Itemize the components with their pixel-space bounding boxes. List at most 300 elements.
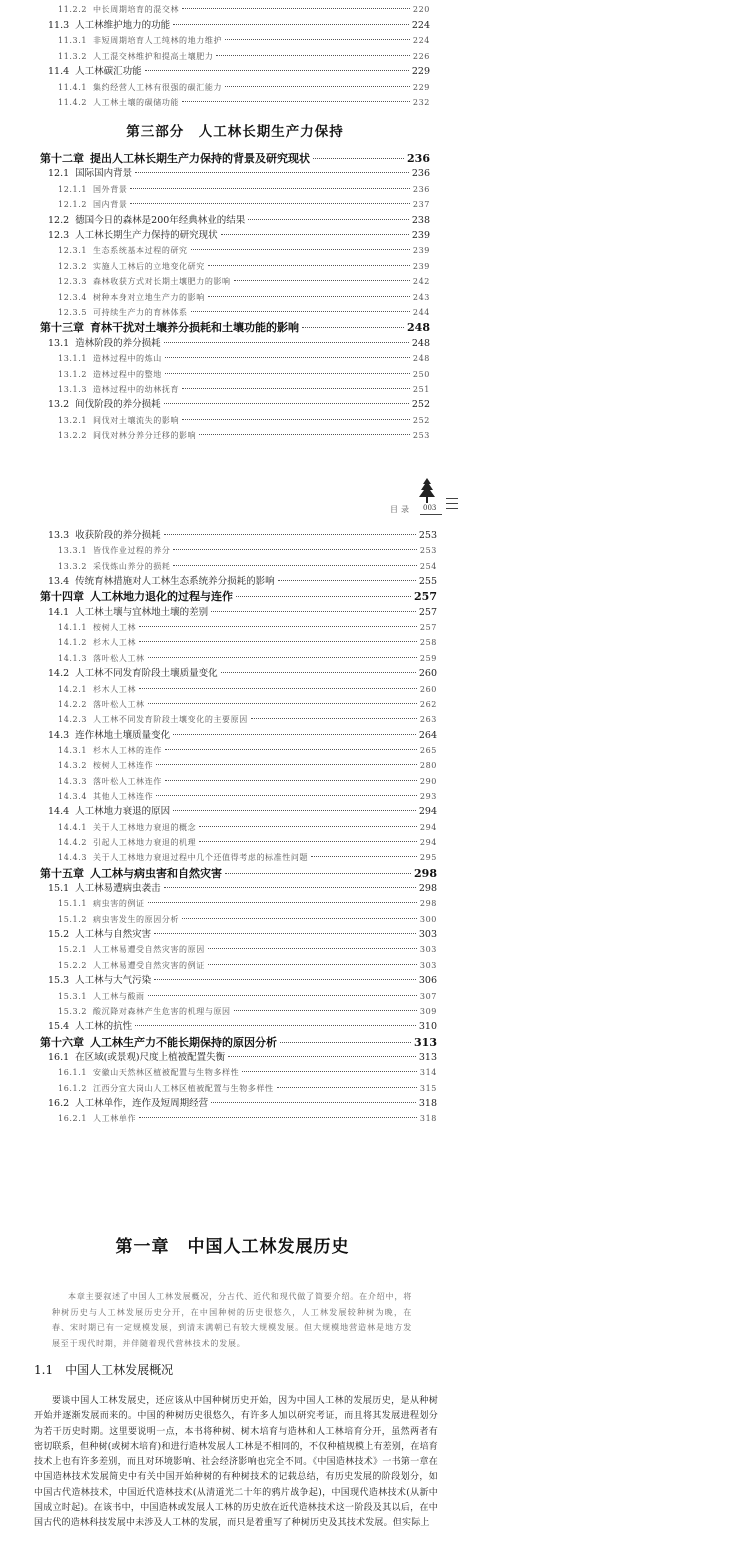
toc-entry-title: 国际国内背景 [75,168,133,180]
toc-leader-dots [156,764,417,765]
toc-entry-page: 298 [418,883,437,895]
toc-entry-title: 人工林与病虫害和自然灾害 [90,866,222,880]
toc-leader-dots [165,357,410,358]
toc-entry [58,49,430,64]
toc-entry-number: 14.3.3 [58,776,88,786]
toc-entry-page: 224 [412,36,430,45]
toc-entry-title: 人工林的抗性 [75,1021,133,1033]
toc-entry [58,305,430,320]
toc-entry-title: 杉木人工林 [93,684,137,694]
toc-entry [58,33,430,48]
toc-entry [48,213,430,228]
toc-entry-number: 14.1.2 [58,638,88,648]
toc-entry-title: 落叶松人工林 [93,653,145,663]
toc-entry-title: 人工林生产力不能长期保持的原因分析 [90,1035,277,1049]
toc-entry-title: 人工林碳汇功能 [75,66,142,77]
toc-entry-title: 采伐炼山养分的损耗 [93,561,171,571]
toc-leader-dots [164,534,416,535]
toc-leader-dots [139,688,417,689]
toc-entry-title: 皆伐作业过程的养分 [93,546,171,556]
toc-entry [58,95,430,110]
toc-leader-dots [216,55,409,56]
toc-entry-page: 239 [411,230,430,241]
toc-entry-number: 13.1.1 [58,354,88,364]
toc-entry [58,1004,437,1019]
toc-entry [58,559,437,574]
toc-leader-dots [251,718,417,719]
toc-leader-dots [313,158,404,159]
toc-entry-page: 229 [411,66,430,77]
toc-entry-title: 人工林易遭受自然灾害的原因 [93,945,205,955]
toc-leader-dots [139,1117,417,1118]
toc-entry [48,605,437,620]
toc-entry-number: 第十二章 [40,152,84,165]
toc-leader-dots [173,549,416,550]
toc-entry-number: 16.1 [48,1051,70,1063]
toc-entry-title: 桉树人工林 [93,623,137,633]
toc-entry-number: 14.3.2 [58,761,88,771]
toc-entry-page: 257 [419,623,437,633]
toc-leader-dots [278,580,416,581]
toc-leader-dots [148,703,417,704]
toc-leader-dots [236,596,411,597]
toc-entry [58,367,430,382]
toc-entry [48,1096,437,1111]
toc-entry-page: 257 [414,590,437,604]
toc-entry [58,635,437,650]
toc-entry-number: 11.2.2 [58,5,88,14]
toc-entry [58,290,430,305]
toc-entry-number: 13.2.2 [58,431,88,441]
toc-entry-page: 263 [419,715,437,725]
toc-entry-title: 安徽山天然林区植被配置与生物多样性 [93,1068,240,1078]
toc-leader-dots [165,780,417,781]
toc-entry-title: 人工林易遭受自然灾害的例证 [93,960,205,970]
toc-entry-page: 253 [412,431,430,441]
toc-entry-number: 13.1.2 [58,369,88,379]
toc-leader-dots [221,234,409,235]
toc-leader-dots [148,657,417,658]
toc-entry-page: 226 [412,51,430,61]
toc-entry-page: 243 [412,292,430,302]
toc-entry [48,927,437,942]
toc-entry-title: 人工林长期生产力保持的研究现状 [75,230,218,241]
toc-entry-page: 232 [412,98,430,107]
toc-entry-number: 12.3.3 [58,277,88,287]
toc-entry-title: 国外背景 [93,184,128,194]
toc-entry-title: 人工林不同发育阶段土壤质量变化 [75,668,218,680]
toc-entry-title: 人工林地力衰退的原因 [75,806,171,818]
toc-entry-number: 第十五章 [40,866,84,880]
toc-leader-dots [154,979,416,980]
toc-entry [48,336,430,351]
toc-leader-dots [191,311,410,312]
toc-entry-page: 260 [419,684,437,694]
toc-entry-number: 第十三章 [40,321,84,335]
toc-leader-dots [234,1010,417,1011]
toc-entry-page: 280 [419,761,437,771]
toc-entry-title: 实施人工林后的立地变化研究 [93,261,205,271]
toc-entry-page: 294 [419,822,437,832]
toc-entry-title: 树种本身对立地生产力的影响 [93,292,205,302]
toc-entry [58,958,437,973]
toc-leader-dots [225,873,411,874]
toc-entry-page: 248 [412,354,430,364]
toc-entry [58,413,430,428]
toc-entry-title: 其他人工林连作 [93,791,154,801]
toc-leader-dots [164,342,409,343]
toc-leader-dots [148,995,417,996]
toc-entry [58,712,437,727]
toc-entry-number: 14.2 [48,668,70,680]
toc-entry-title: 德国今日的森林是200年经典林业的结果 [75,214,246,226]
toc-entry-title: 人工林土壤与宜林地土壤的差别 [75,606,209,618]
toc-entry-number: 13.3.1 [58,546,88,556]
toc-entry-number: 14.4.3 [58,853,88,863]
toc-entry [48,228,430,243]
toc-entry-page: 244 [412,308,430,317]
toc-leader-dots [248,219,409,220]
toc-entry [48,397,430,412]
toc-leader-dots [211,1102,416,1103]
toc-entry-title: 生态系统基本过程的研究 [93,246,188,256]
toc-entry-page: 293 [419,791,437,801]
toc-entry-title: 病虫害发生的原因分析 [93,914,180,924]
toc-entry-page: 248 [411,337,430,349]
toc-entry-page: 251 [412,385,430,394]
toc-chapter-entry [40,1035,437,1050]
toc-page-1 [0,0,750,450]
toc-entry-title: 间伐对林分养分迁移的影响 [93,431,197,441]
toc-entry-page: 303 [419,960,437,970]
toc-entry-title: 育林干扰对土壤养分损耗和土壤功能的影响 [90,321,299,335]
toc-entry-number: 11.4.1 [58,82,88,92]
toc-entry-number: 16.1.1 [58,1068,88,1078]
toc-entry-number: 12.3.5 [58,308,88,317]
toc-entry-page: 242 [412,277,430,287]
toc-entry [58,989,437,1004]
toc-entry-number: 15.2.1 [58,945,88,955]
toc-entry [58,682,437,697]
toc-entry [58,758,437,773]
toc-entry [58,789,437,804]
toc-leader-dots [191,249,410,250]
toc-entry-page: 306 [418,975,437,987]
toc-entry-page: 298 [419,899,437,909]
footer-section-label: 目录 [390,505,412,514]
toc-entry-number: 16.2 [48,1097,70,1109]
toc-entry-page: 264 [418,729,437,741]
toc-entry [58,651,437,666]
toc-entry-number: 14.2.3 [58,715,88,725]
toc-leader-dots [182,388,410,389]
toc-entry-number: 15.3.1 [58,991,88,1001]
toc-chapter-entry [40,320,430,335]
toc-entry [48,973,437,988]
toc-entry [48,574,437,589]
toc-entry-page: 298 [414,866,437,880]
chapter-page [0,1140,750,1546]
toc-entry-page: 248 [407,321,430,335]
toc-leader-dots [199,826,417,827]
toc-entry [48,804,437,819]
toc-entry [58,896,437,911]
chapter-abstract: 本章主要叙述了中国人工林发展概况，分古代、近代和现代做了简要介绍。在介绍中，将种树历史与人工林发展历史分开，在中国种树的历史很悠久，人工林发展较种树为晚，在春、宋时期已有一定规模发展，到清末满朝已有较大规模发展。但大规模地营造林是地方发展至于现代时期，并伴随着现代营林技术的发展。 [52,1292,412,1348]
toc-entry-page: 307 [419,991,437,1001]
toc-leader-dots [221,672,416,673]
toc-entry-number: 14.3.4 [58,791,88,801]
toc-entry-number: 14.1.1 [58,623,88,633]
toc-entry [58,942,437,957]
toc-entry-page: 250 [412,369,430,379]
toc-entry [58,382,430,397]
toc-entry [48,728,437,743]
toc-entry-number: 12.1 [48,168,70,180]
toc-entry-title: 造林过程中的幼林抚育 [93,385,180,394]
toc-entry-page: 294 [419,838,437,847]
toc-entry-page: 257 [418,606,437,618]
toc-leader-dots [130,188,409,189]
toc-entry-title: 间伐阶段的养分损耗 [75,399,161,411]
toc-entry [58,80,430,95]
toc-entry-number: 11.3.2 [58,51,88,61]
toc-entry-number: 12.3 [48,230,70,241]
toc-entry [48,1050,437,1065]
toc-entry-number: 11.3 [48,19,70,31]
toc-entry-page: 294 [418,806,437,818]
toc-entry-number: 14.1 [48,606,70,618]
toc-entry-title: 人工林维护地力的功能 [75,19,171,31]
toc-entry-number: 14.2.1 [58,684,88,694]
toc-leader-dots [242,1071,417,1072]
toc-leader-dots [173,24,409,25]
toc-leader-dots [228,1056,416,1057]
toc-entry [58,1081,437,1096]
toc-entry-number: 16.2.1 [58,1114,88,1124]
toc-entry-title: 人工林土壤的碳储功能 [93,98,180,107]
toc-entry [58,774,437,789]
toc-entry-title: 集约经营人工林有很强的碳汇能力 [93,82,223,92]
toc-entry-number: 14.3 [48,729,70,741]
toc-entry-number: 13.3.2 [58,561,88,571]
toc-entry-title: 在区域(或景观)尺度上植被配置失衡 [75,1051,226,1063]
toc-entry-title: 收获阶段的养分损耗 [75,530,161,541]
toc-entry [48,166,430,181]
toc-entry-title: 酸沉降对森林产生危害的机理与原因 [93,1006,231,1016]
toc-page-2 [0,450,750,1140]
toc-leader-dots [156,795,417,796]
toc-entry-number: 15.4 [48,1021,70,1033]
toc-entry-title: 造林阶段的养分损耗 [75,337,161,349]
section-title: 中国人工林发展概况 [65,1363,174,1377]
toc-entry-page: 254 [419,561,437,571]
toc-entry-page: 253 [418,530,437,541]
toc-entry-page: 300 [419,914,437,924]
toc-leader-dots [139,626,417,627]
toc-entry-page: 259 [419,653,437,663]
toc-entry-number: 13.2.1 [58,415,88,425]
toc-entry-page: 313 [414,1035,437,1049]
body-paragraph: 要谈中国人工林发展史，还应该从中国种树历史开始，因为中国人工林的发展历史，是从种树开始并逐渐发展而来的。中国的种树历史很悠久，有许多人加以研究考证，而且将其发展进程划分为若干历史时期。这里要说明一点，本书将种树、树木培育与造林和人工林培育分开，虽然两者有密切联系，但种树(或树木培育)和进行造林发展人工林是不相同的，不仅种植规模上有差别，在培育技术上也有许多差别，而且对环境影响、社会经济影响也完全不同。《中国造林技术》一书第一章在中国造林技术发展简史中有关中国开始种树的有种树技术的记载总结，有历史发展的阶段划分，如中国古代造林技术，中国近代造林技术(从清道光二十年的鸦片战争起)，中国现代造林技术(从新中国成立时起)。在该书中，中国造林或发展人工林的历史放在近代造林技术这一阶段及其以后，在中国古代的造林科技发展中未涉及人工林的发展，而只是着重写了种树历史及其技术发展。但实际上 [34,1396,438,1529]
toc-entry [58,912,437,927]
toc-entry-page: 314 [419,1068,437,1078]
toc-entry-number: 12.3.1 [58,246,88,256]
toc-entry-number: 13.3 [48,530,70,541]
toc-entry-page: 236 [412,184,430,194]
toc-entry-title: 江西分宜大岗山人工林区植被配置与生物多样性 [93,1083,274,1093]
toc-entry-title: 杉木人工林的连作 [93,745,162,755]
section-heading [34,1361,185,1378]
toc-leader-dots [164,403,409,404]
toc-entry-page: 253 [419,546,437,556]
toc-entry [58,1111,437,1126]
toc-entry-title: 造林过程中的整地 [93,369,162,379]
toc-entry [48,528,437,543]
toc-entry [58,620,437,635]
toc-entry-number: 11.4.2 [58,98,88,107]
toc-entry-page: 236 [407,152,430,165]
toc-entry-number: 14.4.2 [58,838,88,847]
toc-entry-title: 可持续生产力的育林体系 [93,308,188,317]
toc-entry-number: 11.3.1 [58,36,88,45]
toc-entry-title: 中长周期培育的混交林 [93,5,180,14]
toc-entry-title: 人工林单作 [93,1114,137,1124]
toc-leader-dots [311,856,417,857]
toc-entry-number: 14.3.1 [58,745,88,755]
toc-entry [48,64,430,79]
toc-entry-number: 14.2.2 [58,699,88,709]
toc-leader-dots [208,964,417,965]
toc-entry-page: 252 [412,415,430,425]
edge-marks [446,498,458,513]
chapter-title: 第一章 中国人工林发展历史 [115,1237,350,1257]
toc-entry-number: 12.3.2 [58,261,88,271]
toc-entry-title: 人工混交林维护和提高土壤肥力 [93,51,214,61]
toc-entry-number: 12.2 [48,214,70,226]
toc-entry-page: 315 [419,1083,437,1093]
toc-entry-number: 16.1.2 [58,1083,88,1093]
toc-entry-title: 人工林不同发育阶段土壤变化的主要原因 [93,715,248,725]
toc-leader-dots [145,70,409,71]
toc-entry-page: 290 [419,776,437,786]
toc-entry-number: 15.1.2 [58,914,88,924]
toc-entry [48,1019,437,1034]
toc-entry-number: 15.2 [48,929,70,941]
toc-entry-title: 人工林与自然灾害 [75,929,152,941]
toc-entry [58,2,430,17]
toc-leader-dots [225,39,410,40]
toc-entry-number: 第十六章 [40,1035,84,1049]
toc-entry-number: 13.1.3 [58,385,88,394]
toc-entry [58,543,437,558]
toc-leader-dots [277,1087,417,1088]
toc-entry [48,18,430,33]
toc-entry-title: 杉木人工林 [93,638,137,648]
toc-leader-dots [280,1042,411,1043]
toc-leader-dots [135,1025,416,1026]
toc-entry-number: 15.1.1 [58,899,88,909]
toc-entry-number: 13.2 [48,399,70,411]
toc-leader-dots [199,434,410,435]
toc-entry [58,820,437,835]
part-title: 第三部分 人工林长期生产力保持 [126,124,344,140]
toc-entry [58,1065,437,1080]
toc-entry-page: 239 [412,261,430,271]
toc-entry-number: 14.1.3 [58,653,88,663]
toc-entry-number: 15.1 [48,883,70,895]
toc-entry-number: 15.2.2 [58,960,88,970]
toc-leader-dots [302,327,404,328]
footer-page-number: 003 [423,504,437,512]
toc-entry-number: 15.3.2 [58,1006,88,1016]
toc-chapter-entry [40,866,437,881]
toc-entry [58,351,430,366]
toc-entry [48,666,437,681]
toc-leader-dots [225,86,410,87]
toc-leader-dots [182,918,417,919]
toc-leader-dots [165,749,417,750]
toc-leader-dots [182,101,410,102]
toc-leader-dots [173,734,416,735]
toc-leader-dots [211,611,416,612]
toc-entry-page: 318 [418,1097,437,1109]
toc-entry-page: 260 [418,668,437,680]
toc-entry-title: 关于人工林地力衰退过程中几个还值得考虑的标准性问题 [93,853,309,863]
toc-entry-title: 人工林单作，连作及短周期经营 [75,1097,209,1109]
toc-entry [58,259,430,274]
toc-entry-page: 303 [419,945,437,955]
toc-entry-page: 303 [418,929,437,941]
toc-entry-title: 人工林易遭病虫袭击 [75,883,161,895]
toc-leader-dots [148,902,417,903]
toc-entry-number: 14.4.1 [58,822,88,832]
toc-entry-title: 人工林与酸雨 [93,991,145,1001]
toc-entry-title: 国内背景 [93,200,128,210]
toc-entry [58,274,430,289]
toc-entry-title: 落叶松人工林连作 [93,776,162,786]
toc-entry [58,835,437,850]
toc-leader-dots [135,172,409,173]
toc-entry-number: 12.1.2 [58,200,88,210]
toc-entry-page: 237 [412,200,430,210]
toc-chapter-entry [40,589,437,604]
toc-leader-dots [154,933,416,934]
toc-entry-title: 连作林地土壤质量变化 [75,729,171,741]
toc-entry-page: 239 [412,246,430,256]
toc-entry [58,743,437,758]
toc-entry-title: 人工林地力退化的过程与连作 [90,590,233,604]
toc-entry-page: 220 [412,5,430,14]
toc-entry [58,428,430,443]
section-number: 1.1 [34,1363,54,1377]
toc-entry-page: 318 [419,1114,437,1124]
toc-entry-title: 人工林与大气污染 [75,975,152,987]
toc-entry-number: 12.1.1 [58,184,88,194]
toc-leader-dots [139,641,417,642]
toc-entry-page: 229 [412,82,430,92]
footer-underline [420,514,442,515]
toc-leader-dots [173,810,416,811]
toc-entry-title: 病虫害的例证 [93,899,145,909]
toc-leader-dots [234,280,410,281]
toc-leader-dots [173,565,416,566]
toc-entry-number: 13.4 [48,576,70,588]
toc-entry-number: 13.1 [48,337,70,349]
toc-entry-title: 传统育林措施对人工林生态系统养分损耗的影响 [75,576,275,588]
toc-entry [58,850,437,865]
toc-entry-page: 236 [411,168,430,180]
toc-entry-number: 11.4 [48,66,70,77]
